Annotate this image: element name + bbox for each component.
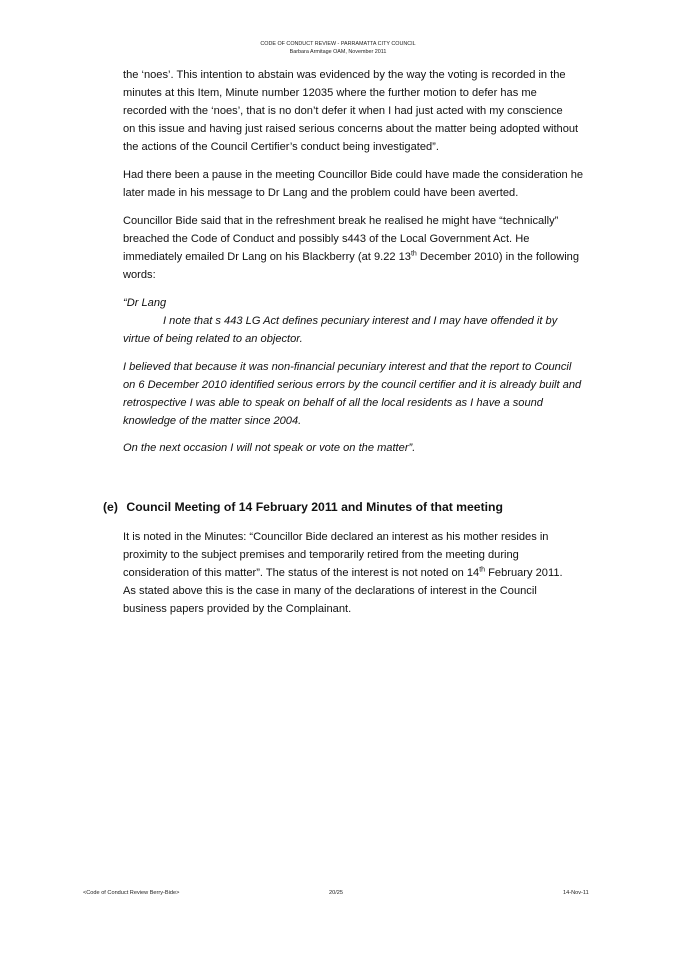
text-line: I note that s 443 LG Act defines pecuniary interest and I may have offended it by — [163, 315, 558, 327]
text-line: Councillor Bide said that in the refreshment break he realised he might have “technically” — [123, 215, 559, 227]
section-heading — [103, 498, 503, 516]
text-segment: immediately emailed Dr Lang on his Blackberry (at 9.22 13 — [123, 251, 411, 263]
text-line: retrospective I was able to speak on behalf of all the local residents as I have a sound — [123, 397, 543, 409]
text-line: As stated above this is the case in many of the declarations of interest in the Council — [123, 585, 537, 597]
section-title: Council Meeting of 14 February 2011 and Minutes of that meeting — [126, 500, 503, 514]
text-line: later made in his message to Dr Lang and the problem could have been averted. — [123, 187, 519, 199]
paragraph-minutes — [123, 528, 603, 618]
text-line: On the next occasion I will not speak or vote on the matter”. — [123, 442, 416, 454]
text-line: the actions of the Council Certifier’s conduct being investigated”. — [123, 141, 439, 153]
superscript: th — [479, 566, 486, 574]
text-line: It is noted in the Minutes: “Councillor Bide declared an interest as his mother resides in — [123, 531, 549, 543]
footer-date: 14-Nov-11 — [563, 890, 589, 896]
email-quote — [123, 294, 603, 348]
page-header — [0, 40, 676, 56]
header-subtitle: Barbara Armitage OAM, November 2011 — [289, 49, 387, 55]
text-line: proximity to the subject premises and temporarily retired from the meeting during — [123, 549, 519, 561]
paragraph-voting-record — [123, 66, 603, 156]
text-line: on 6 December 2010 identified serious errors by the council certifier and it is already built and — [123, 379, 582, 391]
section-label: (e) — [103, 500, 118, 514]
text-segment: February 2011. — [485, 567, 563, 579]
footer-document-name: <Code of Conduct Review Berry-Bide> — [83, 890, 180, 896]
text-line: knowledge of the matter since 2004. — [123, 415, 302, 427]
text-line: breached the Code of Conduct and possibly s443 of the Local Government Act. He — [123, 233, 530, 245]
text-segment: consideration of this matter”. The status of the interest is not noted on 14 — [123, 567, 480, 579]
text-line: I believed that because it was non-financial pecuniary interest and that the report to Council — [123, 361, 572, 373]
superscript: th — [410, 250, 417, 258]
paragraph-refreshment-break — [123, 212, 603, 284]
text-line — [123, 564, 603, 582]
text-line: virtue of being related to an objector. — [123, 333, 303, 345]
footer-page-number: 20/25 — [329, 890, 343, 896]
text-line: recorded with the ‘noes’, that is no don’t defer it when I had just acted with my conscience — [123, 105, 563, 117]
text-line: business papers provided by the Complainant. — [123, 603, 352, 615]
text-line — [123, 248, 603, 266]
text-line: Had there been a pause in the meeting Councillor Bide could have made the consideration he — [123, 169, 584, 181]
header-title: CODE OF CONDUCT REVIEW - PARRAMATTA CITY COUNCIL — [260, 41, 416, 47]
email-quote-paragraph-3 — [123, 439, 603, 457]
quote-salutation: “Dr Lang — [123, 297, 167, 309]
text-line: on this issue and having just raised serious concerns about the matter being adopted without — [123, 123, 579, 135]
text-segment: December 2010) in the following — [416, 251, 579, 263]
email-quote-paragraph-2 — [123, 358, 603, 430]
paragraph-pause — [123, 166, 603, 202]
text-line: words: — [123, 269, 156, 281]
text-line: minutes at this Item, Minute number 12035 where the further motion to defer has me — [123, 87, 537, 99]
text-line: the ‘noes’. This intention to abstain was evidenced by the way the voting is recorded in the — [123, 69, 566, 81]
